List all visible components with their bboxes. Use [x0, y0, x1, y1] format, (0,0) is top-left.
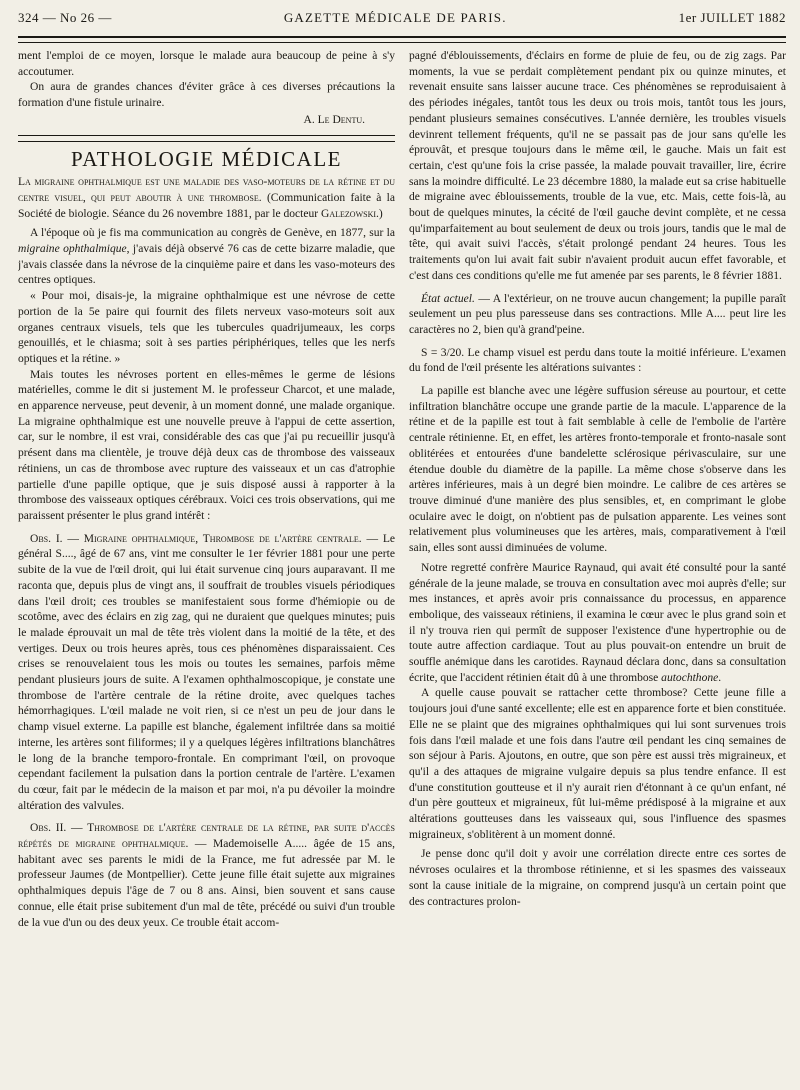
page-number: 324	[18, 10, 39, 25]
paragraph: Notre regretté confrère Maurice Raynaud, qui avait été consulté pour la santé générale de la jeune malade, se trouva en consultation avec moi auprès d'elle; sur mes instances, et après avoir pris connaissance du processus, en apparence embolique, des vaisseaux rétiniens, il examina le cœur avec le plus grand soin et il n'y trouva rien qui permît de supposer l'existence d'une hypertrophie ou de toute autre affection cardiaque. Tout au plus pouvait-on entendre un bruit de souffle anémique dans les carotides. Raynaud déclara donc, dans sa consultation écrite, que l'accident rétinien était dû à une thrombose autochthone.	[409, 561, 786, 684]
paragraph: A quelle cause pouvait se rattacher cette thrombose? Cette jeune fille a toujours joui d'une santé excellente; elle est en apparence forte et bien constituée. Elle ne se plaint que des migraines ophthalmiques qui lui sont survenues trois fois dans l'œil malade et une fois dans l'autre œil pendant les cinq semaines de son séjour à Paris. Ajoutons, en outre, que son père est aussi très migraineux, et qu'il a des attaques de migraine vulgaire depuis sa plus tendre enfance. Il est d'une constitution goutteuse et il n'y aurait rien d'étonnant à ce qu'un enfant, né d'un père goutteux et migraineux, fût lui-même prédisposé à la migraine et aux altérations goutteuses dans les vaisseaux qui, sous l'influence des spasmes migraineux, s'oblitèrent à un moment donné.	[409, 687, 786, 841]
header-rule	[18, 36, 786, 43]
paragraph: Je pense donc qu'il doit y avoir une corrélation directe entre ces sortes de névroses oculaires et la thrombose rétinienne, et si les spasmes des vaisseaux sont la cause initiale de la migraine, on comprend jusqu'à un certain point que des contractures prolon-	[409, 848, 786, 908]
author-signature: A. Le Dentu.	[303, 113, 365, 126]
continued-paragraph: ment l'emploi de ce moyen, lorsque le malade aura beaucoup de peine à s'y accoutumer.	[18, 50, 395, 78]
issue-number: — No 26 —	[42, 10, 112, 25]
page-number-and-issue	[18, 10, 112, 26]
section-divider-thin	[18, 141, 395, 142]
left-column	[18, 49, 395, 1079]
paragraph: On aura de grandes chances d'éviter grâce à ces diverses précautions la formation d'une fistule urinaire.	[18, 81, 395, 110]
running-header	[18, 10, 786, 30]
paragraph: A l'époque où je fis ma communication au congrès de Genève, en 1877, sur la migraine ophthalmique, j'avais déjà observé 76 cas de cette bizarre maladie, que j'avais classée dans la névrose de la cinquième paire et dans les vaso-moteurs des centres optiques.	[18, 227, 395, 287]
issue-date: 1er JUILLET 1882	[678, 10, 786, 25]
text-columns	[18, 49, 786, 1079]
paragraph: La papille est blanche avec une légère suffusion séreuse au pourtour, et cette infiltration blanchâtre occupe une grande partie de la macule. L'apparence de la rétine et de la papille est tout à fait semblable à celle de l'embolie de l'artère centrale rétinienne. Et, en effet, les artères fronto-temporale et fronto-nasale sont oblitérées et entourées d'une bandelette sclérosique périvasculaire, sur une étendue double du diamètre de la papille. La même chose s'observe dans les artères inférieures, mais à un degré bien moindre. Le calibre de ces artères se trouve diminué d'une manière des plus sensibles, et, en comprimant le globe oculaire avec le doigt, on n'obtient pas de pulsation apparente. Les veines sont relativement plus volumineuses que les artères, mais, comparativement à l'œil sain, elles sont aussi diminuées de volume.	[409, 385, 786, 555]
continued-paragraph: pagné d'éblouissements, d'éclairs en forme de pluie de feu, ou de zig zags. Par moments, la vue se perdait complètement pendant pix ou quinze minutes, et revenait ensuite sans laisser aucune trace. Ces phénomènes se reproduisaient à des périodes inégales, tantôt tous les deux ou trois mois, tantôt tous les jours, pendant plusieurs semaines consécutives. L'année dernière, les troubles visuels devinrent tellement fréquents, qu'il ne se passait pas de jour sans qu'elle les éprouvât, et presque toujours dans le même œil, le gauche. Mais un fait est certain, c'est qu'une fois la crise passée, la malade pouvait travailler, lire, écrire sans la moindre difficulté. Le 23 décembre 1880, la malade eut sa crise habituelle de migraine avec éblouissements, trouble de la vue, etc. Mais, cette fois-là, au bout de quelques minutes, la cécité de l'œil gauche devint complète, et ne cessa qu'imparfaitement au bout seulement de deux ou trois jours, tandis que le mal de tête, qui avait suivi l'accès, s'était prolongé pendant 24 heures. Tous les traitements qu'on lui avait fait subir n'avaient produit aucun effet favorable, et c'est dans ces conditions qu'elle me fut amenée par ses parents, le 8 février 1881.	[409, 50, 786, 282]
section-divider	[18, 135, 395, 136]
article-title: La migraine ophthalmique est une maladie des vaso-moteurs de la rétine et du centre visuel, qui peut aboutir à une thrombose. (Communication faite à la Société de biologie. Séance du 26 novembre 1881, par le docteur Galezowski.)	[18, 176, 395, 220]
observation-1: Obs. I. — Migraine ophthalmique, Thrombose de l'artère centrale. — Le général S...., âgé de 67 ans, vint me consulter le 1er février 1881 pour une perte subite de la vue de l'œil droit, qui lui était survenue cinq jours auparavant. Il me raconta que, depuis plus de vingt ans, il souffrait de troubles visuels périodiques dans l'œil droit; ces troubles se manifestaient sous forme d'hémiopie ou de scotôme, avec des éclairs en zig zag, qui ne duraient que quelques minutes; puis le malade éprouvait un mal de tête très violent dans la moitié de la tête, et des vertiges. Deux ou trois heures après, tous ces phénomènes disparaissaient. Ces crises se renouvelaient tous les mois ou toutes les semaines, parfois même pendant plusieurs jours de suite. A l'examen ophthalmoscopique, je constate une thrombose de l'artère centrale de la rétine droite, avec quelques taches hémorrhagiques. L'œil malade ne voit rien, si ce n'est un peu de jour dans le champ visuel externe. La papille est blanche, également infiltrée dans sa moitié interne, les artères sont filiformes; il y a quelques légères infiltrations blanchâtres le long de la branche temporo-frontale. En comprimant l'œil, on provoque cependant facilement la pulsation dans la portion centrale de l'artère. L'examen du cœur, fait par le médecin de la maison et par moi, n'a pu dévoiler la moindre altération des valvules.	[18, 532, 395, 812]
paragraph: Mais toutes les névroses portent en elles-mêmes le germe de lésions matérielles, comme le dit si justement M. le professeur Charcot, et une malade, en apparence nerveuse, peut devenir, à un moment donné, une malade organique. La migraine ophthalmique est une nouvelle preuve à l'appui de cette assertion, car, sur le nombre, il est vrai, considérable des cas que j'ai pu recueillir jusqu'à présent dans ma clientèle, je trouve déjà deux cas de thrombose des vaisseaux rétiniens, un cas de thrombose avec rupture des vaisseaux et un cas d'atrophie partielle d'une papille optique, que je suis disposé aussi à rapporter à la thrombose des vaisseaux optiques cérébraux. Voici ces trois observations, qui me paraissent présenter le plus grand intérêt :	[18, 368, 395, 522]
paragraph: État actuel. — A l'extérieur, on ne trouve aucun changement; la pupille paraît seulement un peu plus paresseuse dans ses contractions. Mlle A.... peut lire les caractères no 2, bien qu'à grand'peine.	[409, 292, 786, 336]
observation-2: Obs. II. — Thrombose de l'artère centrale de la rétine, par suite d'accès répétés de migraine ophthalmique. — Mademoiselle A..... âgée de 15 ans, habitant avec ses parents le midi de la France, me fut adressée par M. le professeur Jaumes (de Montpellier). Cette jeune fille était sujette aux migraines ophthalmiques depuis l'âge de 7 ou 8 ans. Ainsi, bien souvent et sans cause connue, elle était prise subitement d'un mal de tête, précédé ou suivi d'un trouble de la vue d'un ou des deux yeux. Ce trouble était accom-	[18, 822, 395, 929]
section-title: PATHOLOGIE MÉDICALE	[71, 146, 342, 171]
paragraph: « Pour moi, disais-je, la migraine ophthalmique est une névrose de cette portion de la 5e paire qui fournit des filets nerveux vaso-moteurs soit aux organes centraux visuels, tels que les tubercules quadrijumeaux, les corps genouillés, et le chiasma; soit à ses parties périphériques, telles que les nerfs optiques et la rétine. »	[18, 290, 395, 365]
right-column	[409, 49, 786, 1079]
paragraph: S = 3/20. Le champ visuel est perdu dans toute la moitié inférieure. L'examen du fond de l'œil présente les altérations suivantes :	[409, 346, 786, 375]
journal-title: GAZETTE MÉDICALE DE PARIS.	[283, 10, 507, 25]
